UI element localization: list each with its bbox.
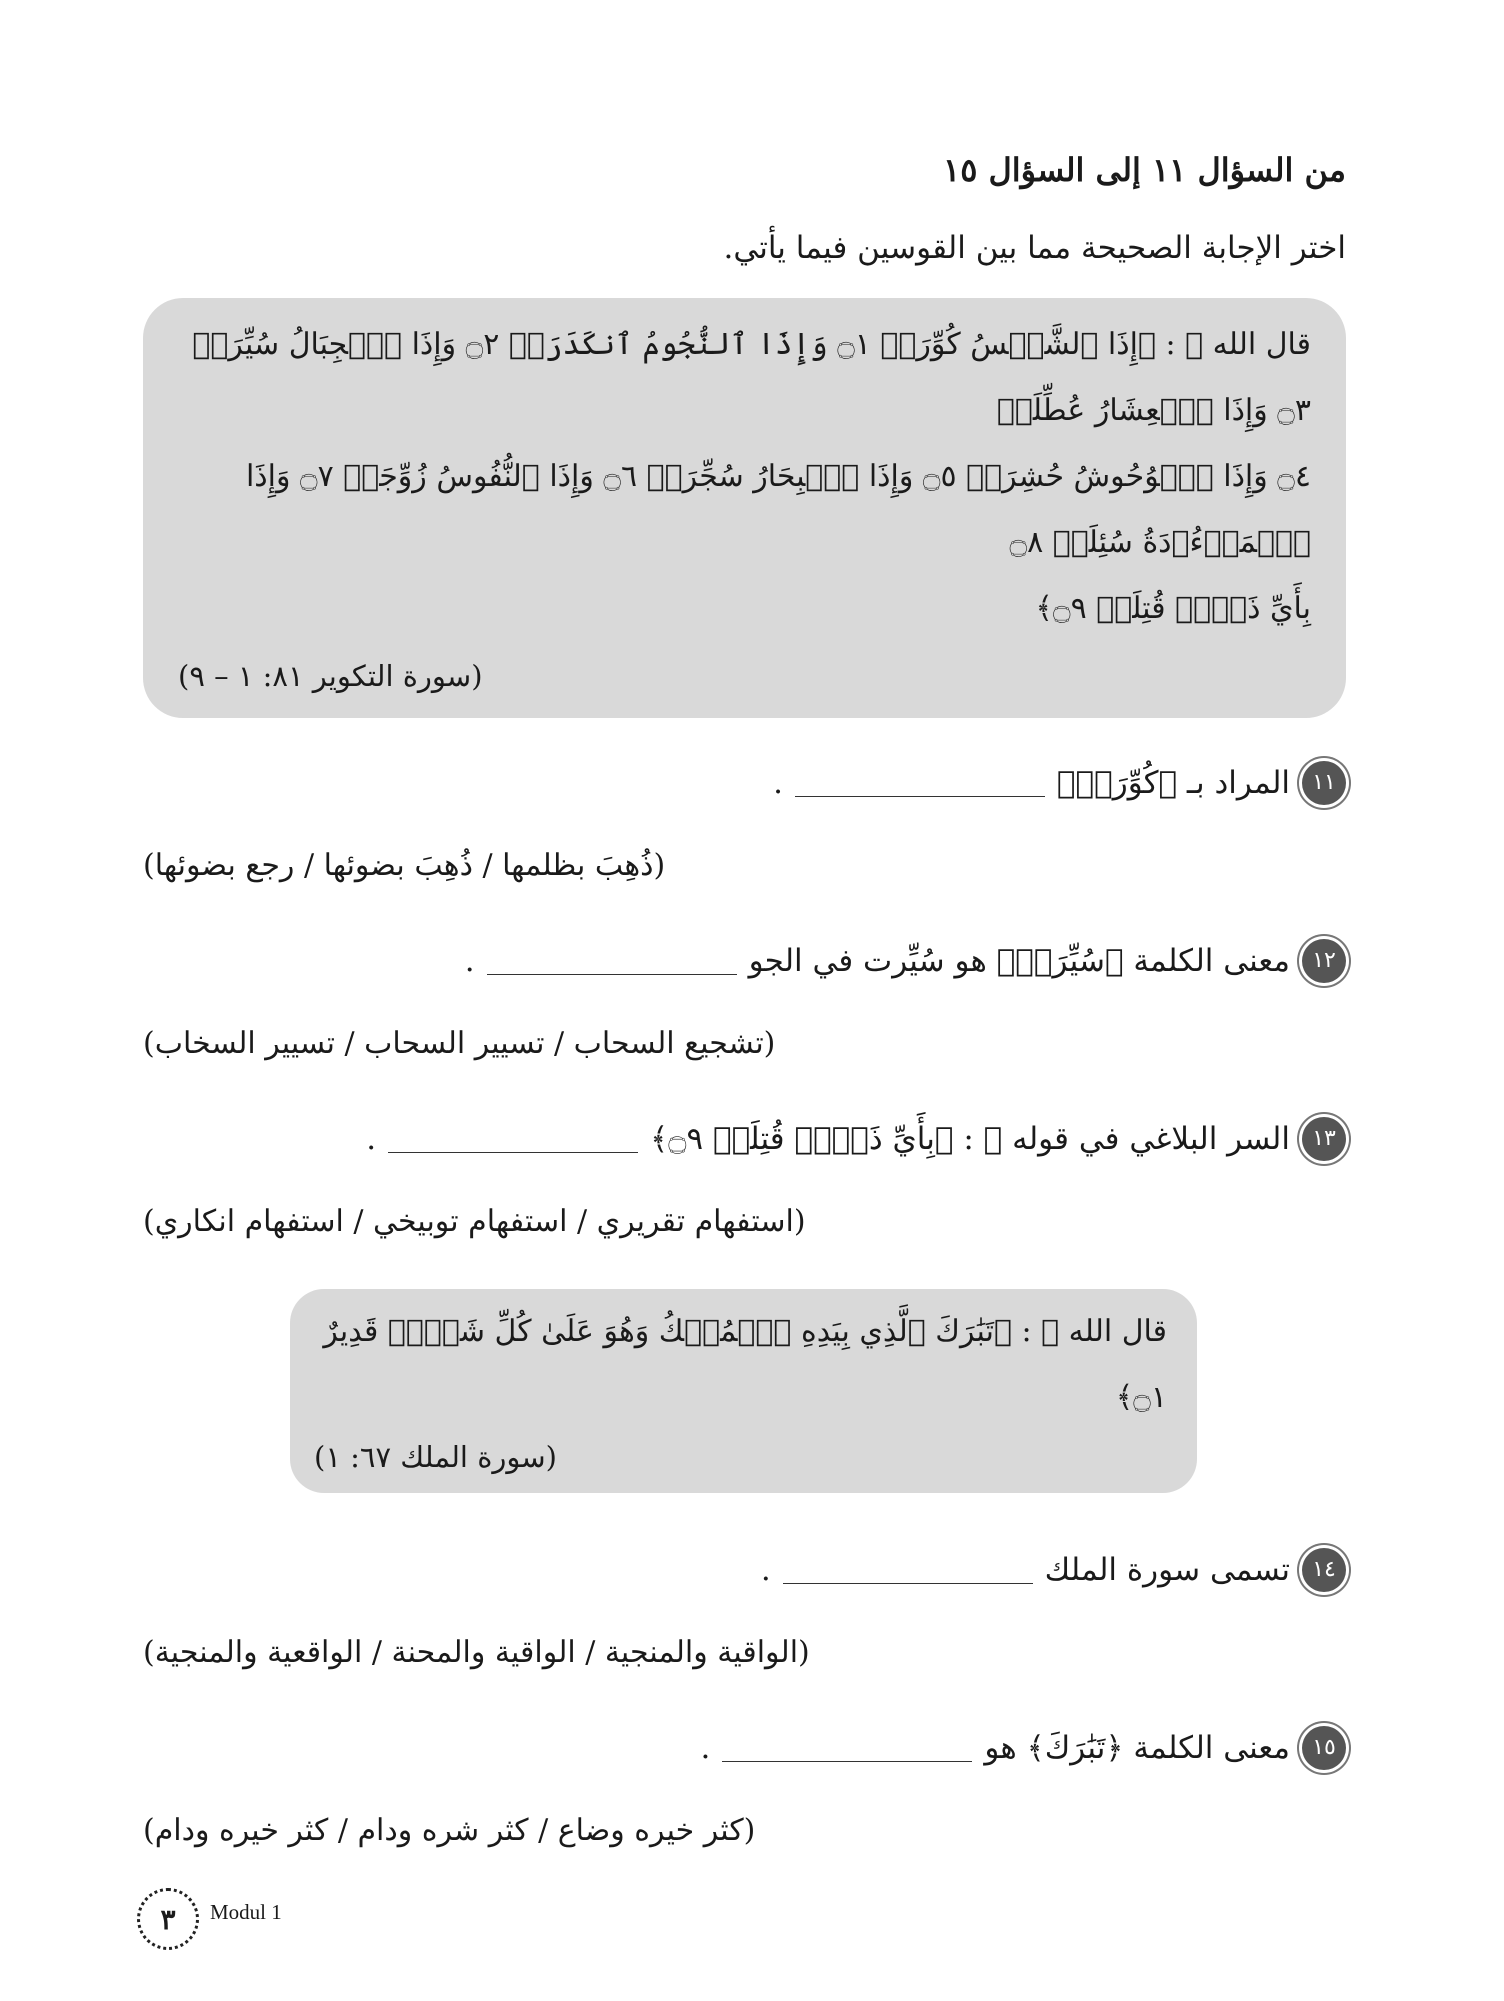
answer-blank[interactable] [783, 1557, 1033, 1584]
question-number: ١٥ [1302, 1726, 1346, 1770]
quran-passage-box-2 [290, 1289, 1197, 1493]
question-text: معنى الكلمة ﴿تَبَٰرَكَ﴾ هو [984, 1730, 1290, 1766]
question-11 [143, 758, 1346, 808]
passage-reference: (سورة التكوير ٨١: ١ – ٩) [178, 659, 483, 693]
question-14 [143, 1545, 1346, 1595]
verse-line: قال الله ﷻ : ﴿إِذَا ٱلشَّمۡسُ كُوِّرَتۡ ۝١ وَإِذَا ٱلنُّجُومُ ٱنكَدَرَتۡ ۝٢ وَإِذَا ٱلۡجِبَالُ سُيِّرَتۡ ۝٣ وَإِذَا ٱلۡعِشَارُ عُطِّلَتۡ [192, 327, 1311, 428]
full-stop: . [366, 1121, 377, 1157]
options-text: (كثر خيره وضاع / كثر شره ودام / كثر خيره ودام) [143, 1813, 756, 1848]
passage-reference: (سورة الملك ٦٧: ١) [314, 1440, 557, 1474]
options-15 [143, 1811, 1346, 1851]
question-number: ١٤ [1302, 1548, 1346, 1592]
verse-line: بِأَيِّ ذَنۢبٖ قُتِلَتۡ ۝٩﴾ [1035, 591, 1311, 626]
options-text: (تشجيع السحاب / تسيير السحاب / تسيير السخاب) [143, 1026, 776, 1061]
module-label: Modul 1 [210, 1900, 282, 1924]
options-text: (استفهام تقريري / استفهام توبيخي / استفهام انكاري) [143, 1204, 806, 1239]
verse-line: ۝٤ وَإِذَا ٱلۡوُحُوشُ حُشِرَتۡ ۝٥ وَإِذَا ٱلۡبِحَارُ سُجِّرَتۡ ۝٦ وَإِذَا ٱلنُّفُوسُ زُوِّجَتۡ ۝٧ وَإِذَا ٱلۡمَوۡءُۥدَةُ سُئِلَتۡ ۝٨ [245, 459, 1311, 560]
instruction-text: اختر الإجابة الصحيحة مما بين القوسين فيما يأتي. [723, 230, 1346, 266]
question-text: المراد بـ ﴿كُوِّرَتۡ﴾ [1056, 765, 1290, 801]
quran-passage-box-1 [143, 298, 1346, 718]
full-stop: . [760, 1552, 771, 1588]
options-13 [143, 1202, 1346, 1242]
question-13 [143, 1114, 1346, 1164]
answer-blank[interactable] [795, 770, 1045, 797]
page-number: ٣ [137, 1888, 199, 1950]
section-heading: من السؤال ١١ إلى السؤال ١٥ [943, 151, 1346, 189]
options-text: (الواقية والمنجية / الواقية والمحنة / الواقعية والمنجية) [143, 1635, 810, 1670]
options-11 [143, 846, 1346, 886]
full-stop: . [773, 765, 783, 801]
options-12 [143, 1024, 1346, 1064]
question-text: السر البلاغي في قوله ﷻ : ﴿بِأَيِّ ذَنۢبٖ قُتِلَتۡ ۝٩﴾ [650, 1121, 1290, 1157]
question-12 [143, 936, 1346, 986]
question-number: ١١ [1302, 761, 1346, 805]
question-number: ١٣ [1302, 1117, 1346, 1161]
verse-line: قال الله ﷻ : ﴿تَبَٰرَكَ ٱلَّذِي بِيَدِهِ ٱلۡمُلۡكُ وَهُوَ عَلَىٰ كُلِّ شَيۡءٖ قَدِيرٌ ۝١﴾ [323, 1314, 1167, 1415]
question-text: تسمى سورة الملك [1044, 1552, 1290, 1588]
worksheet-content [143, 150, 1346, 1851]
answer-blank[interactable] [722, 1735, 972, 1762]
question-number: ١٢ [1302, 939, 1346, 983]
answer-blank[interactable] [388, 1126, 638, 1153]
full-stop: . [464, 943, 475, 979]
answer-blank[interactable] [487, 948, 737, 975]
question-text: معنى الكلمة ﴿سُيِّرَتۡ﴾ هو سُيِّرت في الجو [748, 943, 1290, 979]
question-15 [143, 1723, 1346, 1773]
options-14 [143, 1633, 1346, 1673]
full-stop: . [700, 1730, 711, 1766]
options-text: (ذُهِبَ بظلمها / ذُهِبَ بضوئها / رجع بضوئها) [143, 848, 666, 883]
